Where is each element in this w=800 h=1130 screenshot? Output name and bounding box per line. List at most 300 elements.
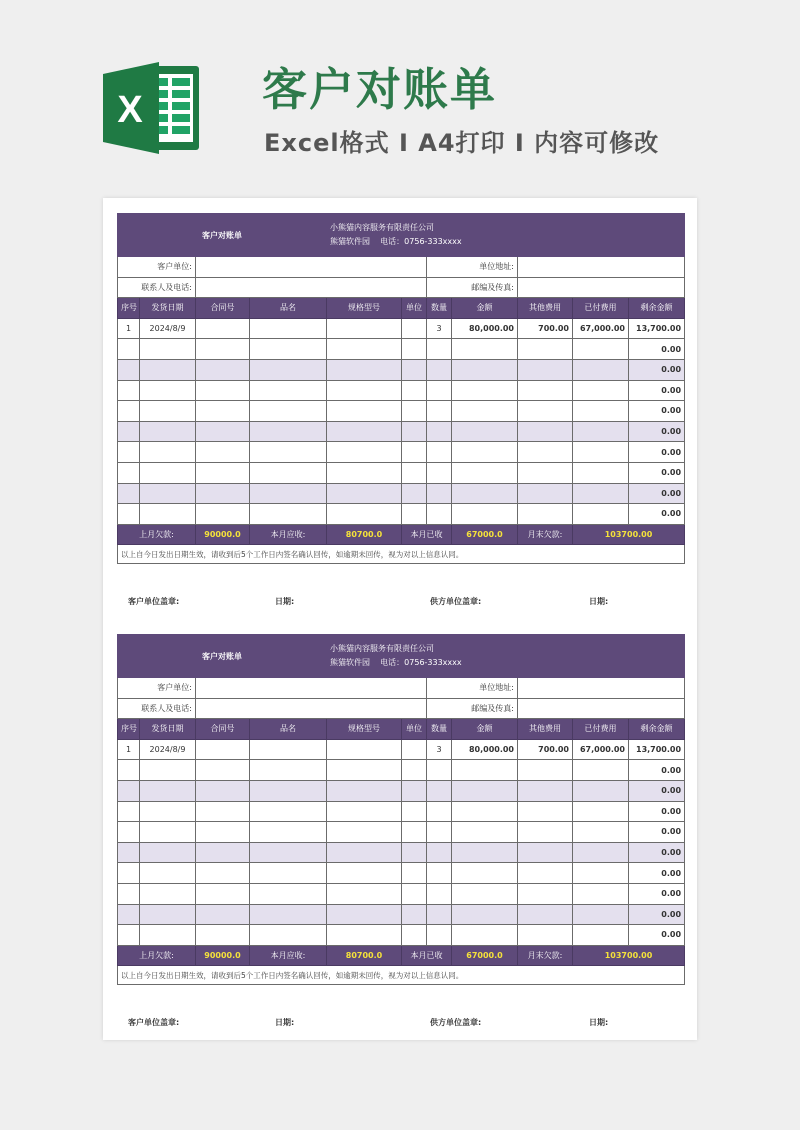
cell-spec[interactable]: [327, 904, 402, 925]
cell-qty[interactable]: [427, 925, 452, 946]
cell-other[interactable]: [518, 863, 573, 884]
cell-contract[interactable]: [196, 401, 250, 422]
cell-spec[interactable]: [327, 925, 402, 946]
cell-date[interactable]: [140, 504, 196, 525]
end-debt-label: 月末欠款:: [518, 524, 573, 545]
column-header-row: [118, 298, 685, 319]
cell-no[interactable]: [118, 504, 140, 525]
cell-no[interactable]: [118, 822, 140, 843]
cell-contract[interactable]: [196, 462, 250, 483]
cell-remain[interactable]: 0.00: [629, 822, 685, 843]
cell-spec[interactable]: [327, 380, 402, 401]
cell-paid[interactable]: [573, 359, 629, 380]
company-contact: 熊猫软件园 电话：0756-333xxxx: [330, 237, 462, 246]
cell-name[interactable]: [250, 504, 327, 525]
cell-other[interactable]: [518, 380, 573, 401]
cell-contract[interactable]: [196, 739, 250, 760]
table-row: [118, 504, 685, 525]
date-label: 日期:: [589, 597, 609, 606]
cell-qty[interactable]: [427, 380, 452, 401]
cell-remain[interactable]: 0.00: [629, 504, 685, 525]
cell-unit[interactable]: [402, 760, 427, 781]
cell-unit[interactable]: [402, 504, 427, 525]
cell-amount[interactable]: 80,000.00: [452, 739, 518, 760]
cell-remain[interactable]: 0.00: [629, 401, 685, 422]
cell-contract[interactable]: [196, 483, 250, 504]
end-debt-value: 103700.00: [573, 524, 685, 545]
address-field[interactable]: [518, 257, 685, 278]
col-qty: 数量: [427, 298, 452, 319]
cell-unit[interactable]: [402, 883, 427, 904]
cell-amount[interactable]: [452, 401, 518, 422]
cell-qty[interactable]: [427, 883, 452, 904]
cell-qty[interactable]: [427, 359, 452, 380]
customer-seal-label: 客户单位盖章:: [128, 1018, 180, 1027]
cell-remain[interactable]: 0.00: [629, 462, 685, 483]
supplier-seal-label: 供方单位盖章:: [430, 1018, 482, 1027]
date-label: 日期:: [275, 597, 295, 606]
col-name: 品名: [250, 719, 327, 740]
cell-other[interactable]: [518, 904, 573, 925]
cell-paid[interactable]: [573, 442, 629, 463]
cell-date[interactable]: [140, 462, 196, 483]
cell-other[interactable]: [518, 801, 573, 822]
cell-date[interactable]: [140, 380, 196, 401]
col-paid: 已付费用: [573, 719, 629, 740]
cell-amount[interactable]: [452, 780, 518, 801]
contact-label: 联系人及电话:: [118, 698, 196, 719]
col-other: 其他费用: [518, 298, 573, 319]
contact-label: 联系人及电话:: [118, 277, 196, 298]
cell-paid[interactable]: [573, 339, 629, 360]
cell-other[interactable]: [518, 760, 573, 781]
cell-amount[interactable]: [452, 380, 518, 401]
table-row: [118, 401, 685, 422]
cell-date[interactable]: [140, 401, 196, 422]
hero-header: [0, 0, 800, 190]
cell-other[interactable]: [518, 883, 573, 904]
company-name: 小熊猫内容服务有限责任公司: [330, 223, 434, 232]
cell-other[interactable]: [518, 462, 573, 483]
svg-text:X: X: [117, 89, 143, 131]
date-label: 日期:: [589, 1018, 609, 1027]
cell-other[interactable]: [518, 504, 573, 525]
cell-no[interactable]: [118, 904, 140, 925]
cell-qty[interactable]: [427, 421, 452, 442]
cell-paid[interactable]: [573, 780, 629, 801]
due-value: 80700.0: [327, 524, 402, 545]
cell-contract[interactable]: [196, 760, 250, 781]
customer-label: 客户单位:: [118, 257, 196, 278]
cell-paid[interactable]: 67,000.00: [573, 739, 629, 760]
cell-contract[interactable]: [196, 925, 250, 946]
cell-name[interactable]: [250, 401, 327, 422]
table-row: [118, 339, 685, 360]
company-name: 小熊猫内容服务有限责任公司: [330, 644, 434, 653]
cell-spec[interactable]: [327, 863, 402, 884]
contact-field[interactable]: [196, 698, 427, 719]
cell-other[interactable]: [518, 822, 573, 843]
cell-no[interactable]: [118, 780, 140, 801]
table-row: [118, 760, 685, 781]
cell-contract[interactable]: [196, 380, 250, 401]
cell-name[interactable]: [250, 442, 327, 463]
cell-spec[interactable]: [327, 504, 402, 525]
cell-spec[interactable]: [327, 739, 402, 760]
cell-paid[interactable]: [573, 842, 629, 863]
cell-other[interactable]: [518, 421, 573, 442]
cell-qty[interactable]: [427, 339, 452, 360]
cell-name[interactable]: [250, 318, 327, 339]
cell-remain[interactable]: 0.00: [629, 359, 685, 380]
cell-no[interactable]: [118, 483, 140, 504]
cell-unit[interactable]: [402, 863, 427, 884]
cell-no[interactable]: 1: [118, 739, 140, 760]
received-value: 67000.0: [452, 945, 518, 966]
col-contract: 合同号: [196, 298, 250, 319]
table-row: [118, 483, 685, 504]
table-row: [118, 904, 685, 925]
cell-no[interactable]: [118, 863, 140, 884]
cell-unit[interactable]: [402, 421, 427, 442]
cell-qty[interactable]: [427, 780, 452, 801]
col-remain: 剩余金额: [629, 298, 685, 319]
cell-other[interactable]: 700.00: [518, 318, 573, 339]
cell-paid[interactable]: [573, 380, 629, 401]
cell-name[interactable]: [250, 883, 327, 904]
excel-logo-icon: [103, 60, 203, 156]
cell-name[interactable]: [250, 359, 327, 380]
cell-amount[interactable]: [452, 339, 518, 360]
address-field[interactable]: [518, 678, 685, 699]
cell-remain[interactable]: 0.00: [629, 380, 685, 401]
cell-spec[interactable]: [327, 339, 402, 360]
statement-title: 客户对账单: [118, 214, 327, 257]
cell-spec[interactable]: [327, 421, 402, 442]
cell-name[interactable]: [250, 863, 327, 884]
cell-unit[interactable]: [402, 780, 427, 801]
cell-remain[interactable]: 0.00: [629, 883, 685, 904]
cell-contract[interactable]: [196, 780, 250, 801]
cell-spec[interactable]: [327, 442, 402, 463]
cell-amount[interactable]: [452, 462, 518, 483]
cell-no[interactable]: [118, 421, 140, 442]
cell-spec[interactable]: [327, 462, 402, 483]
statement-table: [117, 634, 685, 985]
cell-spec[interactable]: [327, 401, 402, 422]
col-unit: 单位: [402, 298, 427, 319]
cell-paid[interactable]: 67,000.00: [573, 318, 629, 339]
cell-amount[interactable]: [452, 904, 518, 925]
cell-remain[interactable]: 0.00: [629, 442, 685, 463]
col-qty: 数量: [427, 719, 452, 740]
col-date: 发货日期: [140, 719, 196, 740]
summary-row: [118, 945, 685, 966]
cell-contract[interactable]: [196, 442, 250, 463]
cell-name[interactable]: [250, 380, 327, 401]
cell-spec[interactable]: [327, 822, 402, 843]
cell-name[interactable]: [250, 925, 327, 946]
cell-amount[interactable]: [452, 822, 518, 843]
cell-other[interactable]: [518, 842, 573, 863]
cell-no[interactable]: [118, 925, 140, 946]
cell-unit[interactable]: [402, 318, 427, 339]
cell-remain[interactable]: 0.00: [629, 925, 685, 946]
table-row: [118, 359, 685, 380]
cell-paid[interactable]: [573, 801, 629, 822]
cell-paid[interactable]: [573, 504, 629, 525]
cell-amount[interactable]: 80,000.00: [452, 318, 518, 339]
cell-other[interactable]: [518, 442, 573, 463]
cell-spec[interactable]: [327, 883, 402, 904]
cell-other[interactable]: [518, 339, 573, 360]
cell-remain[interactable]: 0.00: [629, 483, 685, 504]
due-label: 本月应收:: [250, 945, 327, 966]
cell-qty[interactable]: [427, 401, 452, 422]
page-subtitle: Excel格式 Ⅰ A4打印 Ⅰ 内容可修改: [264, 129, 660, 157]
cell-no[interactable]: [118, 883, 140, 904]
cell-no[interactable]: [118, 339, 140, 360]
cell-other[interactable]: [518, 925, 573, 946]
cell-name[interactable]: [250, 483, 327, 504]
customer-field[interactable]: [196, 678, 427, 699]
cell-unit[interactable]: [402, 442, 427, 463]
cell-name[interactable]: [250, 780, 327, 801]
cell-no[interactable]: 1: [118, 318, 140, 339]
cell-unit[interactable]: [402, 380, 427, 401]
statement-1: [117, 213, 684, 564]
col-paid: 已付费用: [573, 298, 629, 319]
table-row: [118, 780, 685, 801]
table-row: [118, 739, 685, 760]
cell-contract[interactable]: [196, 904, 250, 925]
cell-spec[interactable]: [327, 780, 402, 801]
cell-amount[interactable]: [452, 883, 518, 904]
cell-amount[interactable]: [452, 801, 518, 822]
customer-seal-label: 客户单位盖章:: [128, 597, 180, 606]
col-other: 其他费用: [518, 719, 573, 740]
cell-contract[interactable]: [196, 822, 250, 843]
cell-contract[interactable]: [196, 801, 250, 822]
col-date: 发货日期: [140, 298, 196, 319]
table-row: [118, 318, 685, 339]
cell-no[interactable]: [118, 380, 140, 401]
cell-date[interactable]: [140, 780, 196, 801]
cell-paid[interactable]: [573, 760, 629, 781]
cell-paid[interactable]: [573, 904, 629, 925]
cell-date[interactable]: [140, 801, 196, 822]
cell-qty[interactable]: 3: [427, 318, 452, 339]
cell-qty[interactable]: [427, 904, 452, 925]
cell-qty[interactable]: [427, 442, 452, 463]
cell-remain[interactable]: 0.00: [629, 801, 685, 822]
prev-debt-value: 90000.0: [196, 945, 250, 966]
cell-name[interactable]: [250, 904, 327, 925]
cell-no[interactable]: [118, 359, 140, 380]
cell-date[interactable]: [140, 760, 196, 781]
cell-amount[interactable]: [452, 925, 518, 946]
cell-remain[interactable]: 13,700.00: [629, 318, 685, 339]
cell-qty[interactable]: [427, 462, 452, 483]
page-title: 客户对账单: [262, 63, 498, 116]
cell-spec[interactable]: [327, 801, 402, 822]
cell-paid[interactable]: [573, 883, 629, 904]
cell-name[interactable]: [250, 421, 327, 442]
cell-qty[interactable]: [427, 483, 452, 504]
cell-name[interactable]: [250, 462, 327, 483]
cell-qty[interactable]: [427, 822, 452, 843]
contact-field[interactable]: [196, 277, 427, 298]
cell-contract[interactable]: [196, 421, 250, 442]
col-remain: 剩余金额: [629, 719, 685, 740]
cell-date[interactable]: 2024/8/9: [140, 318, 196, 339]
cell-amount[interactable]: [452, 442, 518, 463]
cell-unit[interactable]: [402, 904, 427, 925]
cell-unit[interactable]: [402, 401, 427, 422]
cell-spec[interactable]: [327, 318, 402, 339]
cell-remain[interactable]: 0.00: [629, 780, 685, 801]
cell-contract[interactable]: [196, 842, 250, 863]
cell-no[interactable]: [118, 760, 140, 781]
fax-field[interactable]: [518, 277, 685, 298]
cell-amount[interactable]: [452, 760, 518, 781]
cell-amount[interactable]: [452, 483, 518, 504]
cell-amount[interactable]: [452, 863, 518, 884]
cell-remain[interactable]: 0.00: [629, 760, 685, 781]
cell-unit[interactable]: [402, 483, 427, 504]
cell-contract[interactable]: [196, 504, 250, 525]
cell-spec[interactable]: [327, 483, 402, 504]
cell-date[interactable]: [140, 863, 196, 884]
cell-date[interactable]: [140, 442, 196, 463]
cell-no[interactable]: [118, 442, 140, 463]
col-amount: 金额: [452, 298, 518, 319]
cell-date[interactable]: [140, 483, 196, 504]
date-label: 日期:: [275, 1018, 295, 1027]
cell-other[interactable]: 700.00: [518, 739, 573, 760]
cell-other[interactable]: [518, 483, 573, 504]
table-row: [118, 822, 685, 843]
cell-paid[interactable]: [573, 421, 629, 442]
cell-no[interactable]: [118, 801, 140, 822]
cell-no[interactable]: [118, 842, 140, 863]
cell-no[interactable]: [118, 462, 140, 483]
cell-contract[interactable]: [196, 339, 250, 360]
cell-paid[interactable]: [573, 483, 629, 504]
cell-contract[interactable]: [196, 359, 250, 380]
table-row: [118, 462, 685, 483]
cell-unit[interactable]: [402, 822, 427, 843]
cell-spec[interactable]: [327, 359, 402, 380]
cell-remain[interactable]: 13,700.00: [629, 739, 685, 760]
table-row: [118, 442, 685, 463]
cell-amount[interactable]: [452, 421, 518, 442]
cell-paid[interactable]: [573, 462, 629, 483]
cell-name[interactable]: [250, 842, 327, 863]
cell-other[interactable]: [518, 780, 573, 801]
cell-remain[interactable]: 0.00: [629, 863, 685, 884]
cell-paid[interactable]: [573, 863, 629, 884]
cell-unit[interactable]: [402, 801, 427, 822]
cell-amount[interactable]: [452, 359, 518, 380]
cell-unit[interactable]: [402, 739, 427, 760]
cell-date[interactable]: [140, 421, 196, 442]
cell-name[interactable]: [250, 822, 327, 843]
cell-qty[interactable]: [427, 863, 452, 884]
cell-date[interactable]: [140, 822, 196, 843]
cell-remain[interactable]: 0.00: [629, 339, 685, 360]
cell-name[interactable]: [250, 801, 327, 822]
cell-name[interactable]: [250, 339, 327, 360]
cell-spec[interactable]: [327, 760, 402, 781]
cell-paid[interactable]: [573, 401, 629, 422]
col-no: 序号: [118, 719, 140, 740]
cell-contract[interactable]: [196, 863, 250, 884]
cell-other[interactable]: [518, 401, 573, 422]
cell-qty[interactable]: [427, 760, 452, 781]
cell-date[interactable]: [140, 842, 196, 863]
col-name: 品名: [250, 298, 327, 319]
address-label: 单位地址:: [427, 678, 518, 699]
cell-date[interactable]: [140, 883, 196, 904]
cell-remain[interactable]: 0.00: [629, 421, 685, 442]
cell-paid[interactable]: [573, 925, 629, 946]
table-row: [118, 801, 685, 822]
cell-qty[interactable]: [427, 842, 452, 863]
col-spec: 规格型号: [327, 719, 402, 740]
cell-unit[interactable]: [402, 842, 427, 863]
received-value: 67000.0: [452, 524, 518, 545]
cell-qty[interactable]: 3: [427, 739, 452, 760]
cell-date[interactable]: [140, 925, 196, 946]
cell-paid[interactable]: [573, 822, 629, 843]
cell-contract[interactable]: [196, 883, 250, 904]
cell-no[interactable]: [118, 401, 140, 422]
cell-date[interactable]: [140, 359, 196, 380]
cell-qty[interactable]: [427, 801, 452, 822]
col-amount: 金额: [452, 719, 518, 740]
cell-unit[interactable]: [402, 359, 427, 380]
cell-amount[interactable]: [452, 504, 518, 525]
cell-date[interactable]: [140, 904, 196, 925]
cell-remain[interactable]: 0.00: [629, 842, 685, 863]
cell-name[interactable]: [250, 760, 327, 781]
cell-other[interactable]: [518, 359, 573, 380]
customer-field[interactable]: [196, 257, 427, 278]
table-row: [118, 421, 685, 442]
table-row: [118, 863, 685, 884]
company-contact: 熊猫软件园 电话：0756-333xxxx: [330, 658, 462, 667]
fax-field[interactable]: [518, 698, 685, 719]
table-row: [118, 883, 685, 904]
cell-qty[interactable]: [427, 504, 452, 525]
cell-date[interactable]: [140, 339, 196, 360]
cell-contract[interactable]: [196, 318, 250, 339]
cell-unit[interactable]: [402, 925, 427, 946]
statement-note: 以上自今日发出日期生效，请收到后5个工作日内签名确认回传，如逾期未回传，视为对以上信息认同。: [118, 966, 685, 985]
cell-remain[interactable]: 0.00: [629, 904, 685, 925]
cell-unit[interactable]: [402, 462, 427, 483]
cell-date[interactable]: 2024/8/9: [140, 739, 196, 760]
cell-spec[interactable]: [327, 842, 402, 863]
col-spec: 规格型号: [327, 298, 402, 319]
company-info: [327, 214, 685, 257]
cell-name[interactable]: [250, 739, 327, 760]
due-value: 80700.0: [327, 945, 402, 966]
column-header-row: [118, 719, 685, 740]
cell-amount[interactable]: [452, 842, 518, 863]
cell-unit[interactable]: [402, 339, 427, 360]
